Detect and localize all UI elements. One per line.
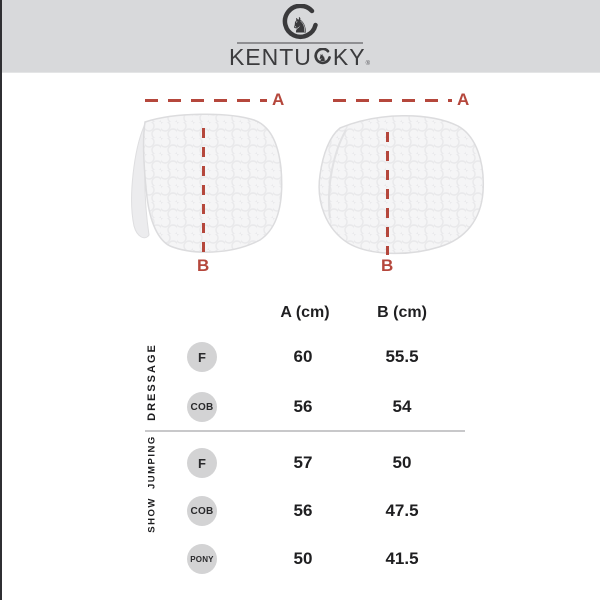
measure-a-label-left: A	[272, 90, 285, 109]
table-cell-b: 55.5	[385, 347, 419, 366]
size-badge-label: COB	[190, 505, 214, 517]
svg-text:♞: ♞	[290, 13, 310, 38]
table-cell-b: 50	[392, 453, 412, 472]
measure-a-line-left	[145, 99, 267, 102]
column-header-b: B (cm)	[377, 304, 427, 321]
size-badge	[187, 544, 217, 574]
measure-a-label-right: A	[457, 90, 470, 109]
measure-a-line-right	[333, 99, 452, 102]
column-header-a: A (cm)	[280, 304, 330, 321]
size-badge	[187, 496, 217, 526]
wordmark-right: KY	[332, 44, 366, 70]
svg-text:♞: ♞	[317, 53, 328, 65]
size-badge	[187, 342, 217, 372]
size-badge	[187, 448, 217, 478]
table-cell-a: 60	[293, 347, 313, 366]
show-jumping-saddle-pad-image	[306, 106, 494, 258]
table-cell-b: 54	[392, 397, 412, 416]
size-badge-label: COB	[190, 401, 214, 413]
section-label-show-jumping: SHOW JUMPING	[146, 435, 158, 533]
wordmark-left: KENTU	[228, 44, 312, 70]
measure-b-line-right	[386, 132, 389, 255]
table-cell-a: 50	[293, 549, 313, 568]
table-cell-a: 57	[293, 453, 313, 472]
brand-wordmark	[0, 44, 600, 77]
size-badge-label: PONY	[190, 554, 214, 564]
screenshot-edge	[0, 0, 2, 600]
size-badge-label: F	[198, 455, 206, 471]
section-label-dressage: DRESSAGE	[146, 343, 158, 421]
table-cell-b: 47.5	[385, 501, 419, 520]
table-cell-a: 56	[293, 501, 313, 520]
measure-b-label-left: B	[197, 256, 210, 275]
size-badge-label: F	[198, 349, 206, 365]
measure-b-label-right: B	[381, 256, 394, 275]
wordmark-c-emblem-icon	[313, 46, 332, 72]
size-badge	[187, 392, 217, 422]
table-cell-b: 41.5	[385, 549, 419, 568]
registered-trademark: ®	[365, 61, 372, 67]
kentucky-horse-emblem-icon	[279, 4, 321, 46]
header-band	[0, 0, 600, 73]
table-cell-a: 56	[293, 397, 313, 416]
measure-b-line-left	[202, 128, 205, 255]
section-divider	[145, 430, 465, 432]
